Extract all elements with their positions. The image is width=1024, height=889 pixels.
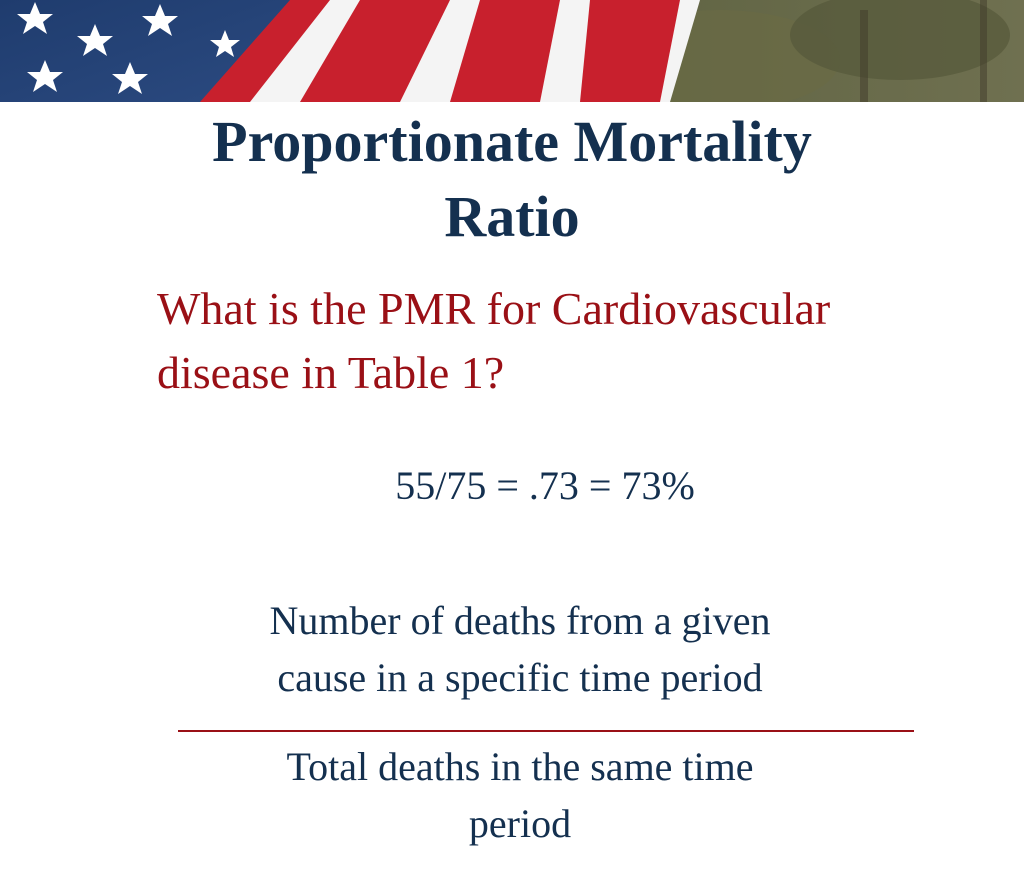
- answer-calculation: 55/75 = .73 = 73%: [395, 463, 695, 508]
- flag-banner-image: [0, 0, 1024, 102]
- numerator-line-2: cause in a specific time period: [277, 655, 763, 700]
- question-line-2: disease in Table 1?: [157, 347, 505, 398]
- numerator-line-1: Number of deaths from a given: [269, 598, 771, 643]
- slide-title-line-1: Proportionate Mortality: [212, 109, 812, 174]
- slide-title: [0, 104, 1024, 254]
- question-line-1: What is the PMR for Cardiovascular: [157, 283, 831, 334]
- slide-title-line-2: Ratio: [444, 184, 580, 249]
- formula-denominator: [178, 738, 862, 852]
- denominator-line-1: Total deaths in the same time: [286, 744, 754, 789]
- formula-numerator: [178, 592, 862, 706]
- fraction-divider-line: [178, 730, 914, 732]
- question-text: [157, 277, 997, 405]
- denominator-line-2: period: [468, 801, 572, 846]
